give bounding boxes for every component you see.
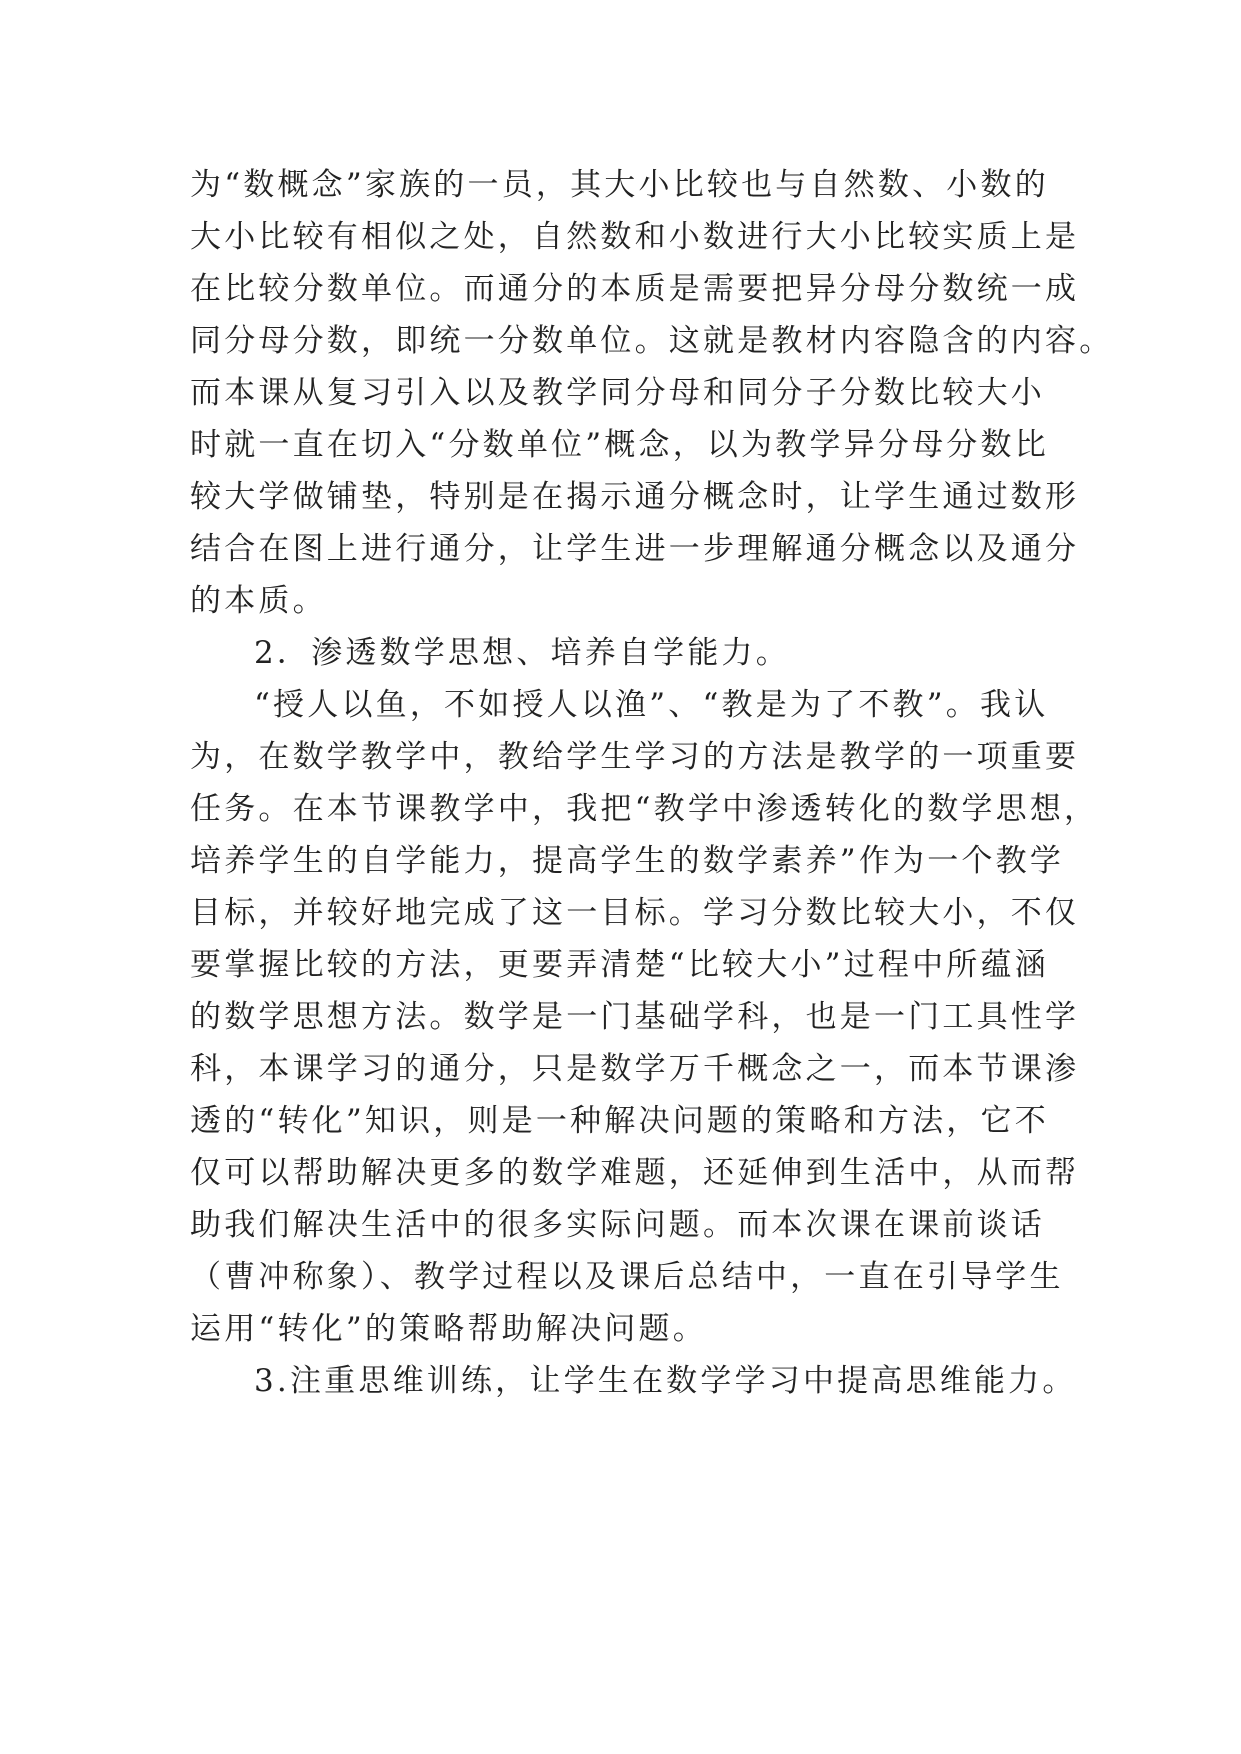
- paragraph-line: “授人以鱼，不如授人以渔”、“教是为了不教”。我认: [254, 687, 1049, 723]
- paragraph-line: 较大学做铺垫，特别是在揭示通分概念时，让学生通过数形: [190, 479, 1080, 515]
- paragraph-line: 在比较分数单位。而通分的本质是需要把异分母分数统一成: [190, 271, 1080, 307]
- section-heading: 2．渗透数学思想、培养自学能力。: [254, 635, 790, 671]
- paragraph-line: 培养学生的自学能力，提高学生的数学素养”作为一个教学: [190, 843, 1065, 879]
- paragraph-line: 运用“转化”的策略帮助解决问题。: [190, 1311, 707, 1347]
- paragraph-line: 仅可以帮助解决更多的数学难题，还延伸到生活中，从而帮: [190, 1155, 1080, 1191]
- paragraph-line: （曹冲称象）、教学过程以及课后总结中，一直在引导学生: [190, 1259, 1064, 1295]
- section-heading: 3.注重思维训练，让学生在数学学习中提高思维能力。: [254, 1363, 1077, 1399]
- paragraph-line: 要掌握比较的方法，更要弄清楚“比较大小”过程中所蕴涵: [190, 947, 1049, 983]
- paragraph-line: 为，在数学教学中，教给学生学习的方法是教学的一项重要: [190, 739, 1080, 775]
- paragraph-line: 为“数概念”家族的一员，其大小比较也与自然数、小数的: [190, 167, 1049, 203]
- paragraph-line: 任务。在本节课教学中，我把“教学中渗透转化的数学思想，: [190, 791, 1099, 827]
- paragraph-line: 的本质。: [190, 583, 327, 619]
- paragraph-line: 同分母分数，即统一分数单位。这就是教材内容隐含的内容。: [190, 323, 1114, 359]
- paragraph-line: 科，本课学习的通分，只是数学万千概念之一，而本节课渗: [190, 1051, 1080, 1087]
- paragraph-line: 结合在图上进行通分，让学生进一步理解通分概念以及通分: [190, 531, 1080, 567]
- paragraph-line: 时就一直在切入“分数单位”概念，以为教学异分母分数比: [190, 427, 1049, 463]
- paragraph-line: 的数学思想方法。数学是一门基础学科，也是一门工具性学: [190, 999, 1080, 1035]
- paragraph-line: 目标，并较好地完成了这一目标。学习分数比较大小，不仅: [190, 895, 1080, 931]
- paragraph-line: 大小比较有相似之处，自然数和小数进行大小比较实质上是: [190, 219, 1080, 255]
- paragraph-line: 助我们解决生活中的很多实际问题。而本次课在课前谈话: [190, 1207, 1045, 1243]
- paragraph-line: 而本课从复习引入以及教学同分母和同分子分数比较大小: [190, 375, 1045, 411]
- paragraph-line: 透的“转化”知识，则是一种解决问题的策略和方法，它不: [190, 1103, 1049, 1139]
